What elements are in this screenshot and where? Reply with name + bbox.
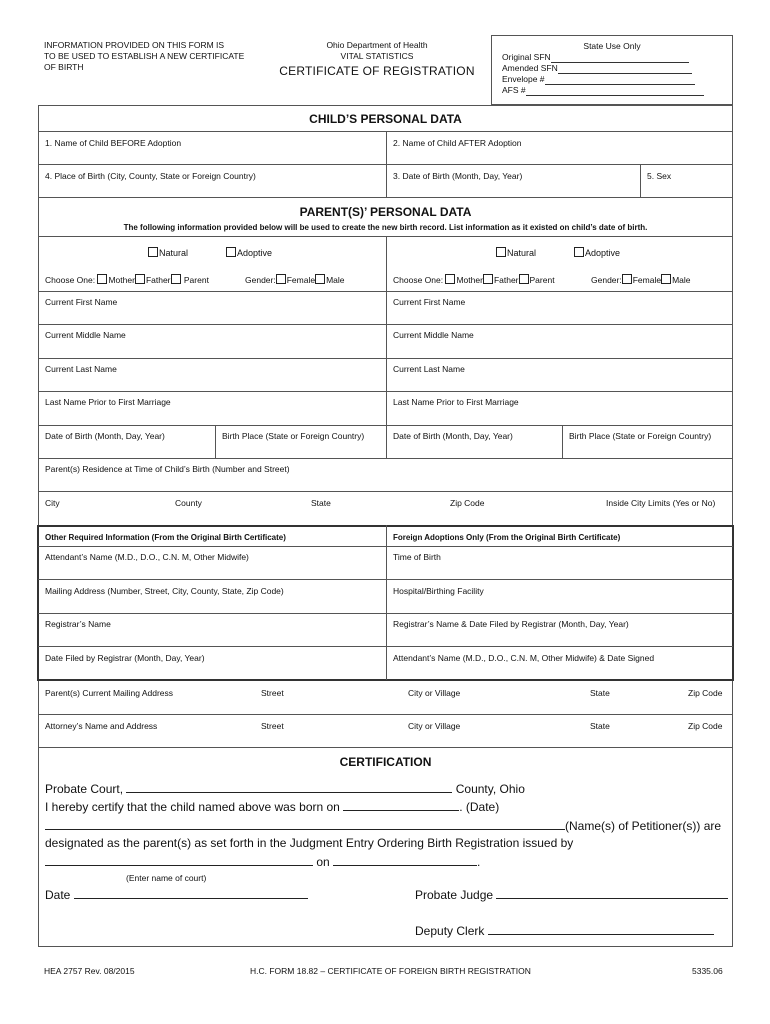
mother-label: Mother	[108, 275, 135, 285]
notice-line-3: OF BIRTH	[44, 62, 84, 72]
form-code: 5335.06	[692, 966, 723, 976]
form-title: CERTIFICATE OF REGISTRATION	[279, 64, 475, 78]
parents-section-title: PARENT(S)’ PERSONAL DATA	[299, 205, 472, 219]
mother-checkbox[interactable]	[97, 274, 107, 284]
designated-line: designated as the parent(s) as set forth in the Judgment Entry Ordering Birth Registration issued by	[45, 836, 574, 850]
checkbox-icon	[226, 247, 236, 257]
father-checkbox[interactable]	[135, 274, 145, 284]
parent-label: Parent	[529, 275, 555, 285]
date-paren-label: . (Date)	[459, 800, 500, 814]
parent1-adoptive-checkbox[interactable]	[226, 247, 272, 259]
checkbox-icon	[496, 247, 506, 257]
attorney-state-label: State	[590, 721, 610, 731]
female-checkbox[interactable]	[276, 274, 286, 284]
date-of-birth-field[interactable]: 3. Date of Birth (Month, Day, Year)	[393, 171, 523, 181]
natural-label: Natural	[159, 248, 189, 258]
adoptive-label: Adoptive	[585, 248, 621, 258]
parent2-role-choice	[393, 274, 555, 286]
parent2-natural-checkbox[interactable]	[496, 247, 536, 259]
amended-sfn-field[interactable]	[558, 63, 692, 74]
court-line	[45, 854, 480, 869]
name-after-adoption-field[interactable]: 2. Name of Child AFTER Adoption	[393, 138, 522, 148]
father-label: Father	[493, 275, 519, 285]
registrar-name-field[interactable]: Registrar’s Name	[45, 619, 111, 629]
probate-court-line	[45, 781, 525, 796]
amended-sfn-row	[502, 63, 732, 74]
child-section-title: CHILD’S PERSONAL DATA	[309, 112, 462, 126]
parent-checkbox[interactable]	[171, 274, 181, 284]
parents-section-subtitle: The following information provided below will be used to create the new birth record. List information as it existed on child’s date of birth.	[123, 223, 648, 232]
foreign-adoptions-title: Foreign Adoptions Only (From the Original Birth Certificate)	[393, 533, 621, 542]
period-label: .	[477, 855, 481, 869]
divider	[640, 164, 641, 197]
envelope-field[interactable]	[545, 74, 695, 85]
parent1-dob-field[interactable]: Date of Birth (Month, Day, Year)	[45, 431, 165, 441]
envelope-label: Envelope #	[502, 74, 545, 84]
divider	[38, 714, 733, 715]
parent2-prior-last-name-field[interactable]: Last Name Prior to First Marriage	[393, 397, 519, 407]
probate-judge-signature[interactable]	[496, 887, 728, 899]
female-checkbox[interactable]	[622, 274, 632, 284]
place-of-birth-field[interactable]: 4. Place of Birth (City, County, State or Foreign Country)	[45, 171, 256, 181]
female-label: Female	[286, 275, 316, 285]
deputy-clerk-label: Deputy Clerk	[415, 924, 485, 938]
choose-one-label: Choose One:	[393, 275, 444, 285]
attorney-address-field[interactable]: Attorney’s Name and Address	[45, 721, 158, 731]
registrar-name-date-field[interactable]: Registrar’s Name & Date Filed by Registrar (Month, Day, Year)	[393, 619, 629, 629]
on-label: on	[316, 855, 330, 869]
sex-field[interactable]: 5. Sex	[647, 171, 672, 181]
afs-row	[502, 85, 732, 96]
checkbox-icon	[148, 247, 158, 257]
parent-checkbox[interactable]	[519, 274, 529, 284]
parent1-last-name-field[interactable]: Current Last Name	[45, 364, 117, 374]
hospital-field[interactable]: Hospital/Birthing Facility	[393, 586, 484, 596]
notice-line-2: TO BE USED TO ESTABLISH A NEW CERTIFICATE	[44, 51, 245, 61]
state-field[interactable]: State	[311, 498, 331, 508]
adoptive-label: Adoptive	[237, 248, 273, 258]
deputy-clerk-signature[interactable]	[488, 923, 714, 935]
father-label: Father	[145, 275, 171, 285]
parent1-gender-choice	[245, 274, 345, 286]
divider	[386, 131, 387, 197]
petitioners-field[interactable]	[45, 818, 565, 830]
form-notice	[44, 40, 254, 73]
attorney-zip-label: Zip Code	[688, 721, 723, 731]
date-line	[45, 887, 308, 902]
certification-title: CERTIFICATION	[339, 755, 432, 769]
time-of-birth-field[interactable]: Time of Birth	[393, 552, 441, 562]
parent2-dob-field[interactable]: Date of Birth (Month, Day, Year)	[393, 431, 513, 441]
afs-field[interactable]	[526, 85, 704, 96]
parent2-adoptive-checkbox[interactable]	[574, 247, 620, 259]
original-sfn-label: Original SFN	[502, 52, 551, 62]
parent2-last-name-field[interactable]: Current Last Name	[393, 364, 465, 374]
parent1-natural-checkbox[interactable]	[148, 247, 188, 259]
date-label: Date	[45, 888, 71, 902]
male-checkbox[interactable]	[661, 274, 671, 284]
divider	[38, 747, 733, 748]
form-footer-title: H.C. FORM 18.82 – CERTIFICATE OF FOREIGN BIRTH REGISTRATION	[250, 966, 531, 976]
probate-judge-label: Probate Judge	[415, 888, 494, 902]
original-sfn-field[interactable]	[551, 52, 689, 63]
divider	[386, 525, 387, 680]
judgment-date-field[interactable]	[333, 854, 477, 866]
department-name: Ohio Department of Health	[326, 40, 428, 50]
signature-date-field[interactable]	[74, 887, 308, 899]
enter-court-hint: (Enter name of court)	[126, 873, 207, 883]
parent2-gender-choice	[591, 274, 691, 286]
certify-label: I hereby certify that the child named above was born on	[45, 800, 340, 814]
attorney-street-label: Street	[261, 721, 284, 731]
parent1-first-name-field[interactable]: Current First Name	[45, 297, 118, 307]
divider	[38, 197, 733, 198]
father-checkbox[interactable]	[483, 274, 493, 284]
parent2-birth-place-field[interactable]: Birth Place (State or Foreign Country)	[569, 431, 712, 441]
divider	[386, 236, 387, 458]
petitioners-label: (Name(s) of Petitioner(s)) are	[565, 819, 722, 833]
notice-line-1: INFORMATION PROVIDED ON THIS FORM IS	[44, 40, 225, 50]
other-info-title: Other Required Information (From the Original Birth Certificate)	[45, 533, 286, 542]
parent1-birth-place-field[interactable]: Birth Place (State or Foreign Country)	[222, 431, 365, 441]
probate-judge-line	[415, 887, 728, 902]
zip-field[interactable]: Zip Code	[450, 498, 485, 508]
divider	[38, 458, 733, 459]
form-id: HEA 2757 Rev. 08/2015	[44, 966, 135, 976]
birth-date-field[interactable]	[343, 799, 459, 811]
form-header	[262, 40, 492, 77]
amended-sfn-label: Amended SFN	[502, 63, 558, 73]
division-name: VITAL STATISTICS	[340, 51, 414, 61]
female-label: Female	[632, 275, 662, 285]
gender-label: Gender:	[591, 275, 622, 285]
residence-field[interactable]: Parent(s) Residence at Time of Child’s Birth (Number and Street)	[45, 464, 290, 474]
parent1-middle-name-field[interactable]: Current Middle Name	[45, 330, 126, 340]
divider	[215, 425, 216, 458]
divider	[562, 425, 563, 458]
divider	[38, 491, 733, 492]
inside-city-limits-field[interactable]: Inside City Limits (Yes or No)	[606, 498, 716, 508]
name-before-adoption-field[interactable]: 1. Name of Child BEFORE Adoption	[45, 138, 182, 148]
attendant-name-field[interactable]: Attendant’s Name (M.D., D.O., C.N. M, Other Midwife)	[45, 552, 249, 562]
date-filed-field[interactable]: Date Filed by Registrar (Month, Day, Year)	[45, 653, 205, 663]
petitioners-line	[45, 818, 721, 833]
male-label: Male	[672, 275, 691, 285]
state-use-box	[491, 35, 733, 105]
parent1-role-choice	[45, 274, 209, 286]
envelope-row	[502, 74, 732, 85]
parent2-first-name-field[interactable]: Current First Name	[393, 297, 466, 307]
probate-court-label: Probate Court,	[45, 782, 124, 796]
mailing-street-label: Street	[261, 688, 284, 698]
mailing-address-field[interactable]: Mailing Address (Number, Street, City, County, State, Zip Code)	[45, 586, 284, 596]
parent-label: Parent	[183, 275, 209, 285]
original-sfn-row	[502, 52, 732, 63]
mailing-city-label: City or Village	[408, 688, 461, 698]
attorney-city-label: City or Village	[408, 721, 461, 731]
gender-label: Gender:	[245, 275, 276, 285]
afs-label: AFS #	[502, 85, 526, 95]
county-name-field[interactable]	[126, 781, 452, 793]
mother-checkbox[interactable]	[445, 274, 455, 284]
certify-line	[45, 799, 499, 814]
mailing-state-label: State	[590, 688, 610, 698]
court-name-field[interactable]	[45, 854, 313, 866]
deputy-clerk-line	[415, 923, 714, 938]
parent2-middle-name-field[interactable]: Current Middle Name	[393, 330, 474, 340]
state-use-title: State Use Only	[583, 41, 641, 51]
parents-mailing-address-field[interactable]: Parent(s) Current Mailing Address	[45, 688, 174, 698]
choose-one-label: Choose One:	[45, 275, 96, 285]
attendant-signed-field[interactable]: Attendant’s Name (M.D., D.O., C.N. M, Other Midwife) & Date Signed	[393, 653, 655, 663]
natural-label: Natural	[507, 248, 537, 258]
checkbox-icon	[574, 247, 584, 257]
mailing-zip-label: Zip Code	[688, 688, 723, 698]
male-label: Male	[326, 275, 345, 285]
mother-label: Mother	[456, 275, 483, 285]
county-ohio-label: County, Ohio	[455, 782, 525, 796]
male-checkbox[interactable]	[315, 274, 325, 284]
county-field[interactable]: County	[175, 498, 202, 508]
city-field[interactable]: City	[45, 498, 60, 508]
parent1-prior-last-name-field[interactable]: Last Name Prior to First Marriage	[45, 397, 171, 407]
